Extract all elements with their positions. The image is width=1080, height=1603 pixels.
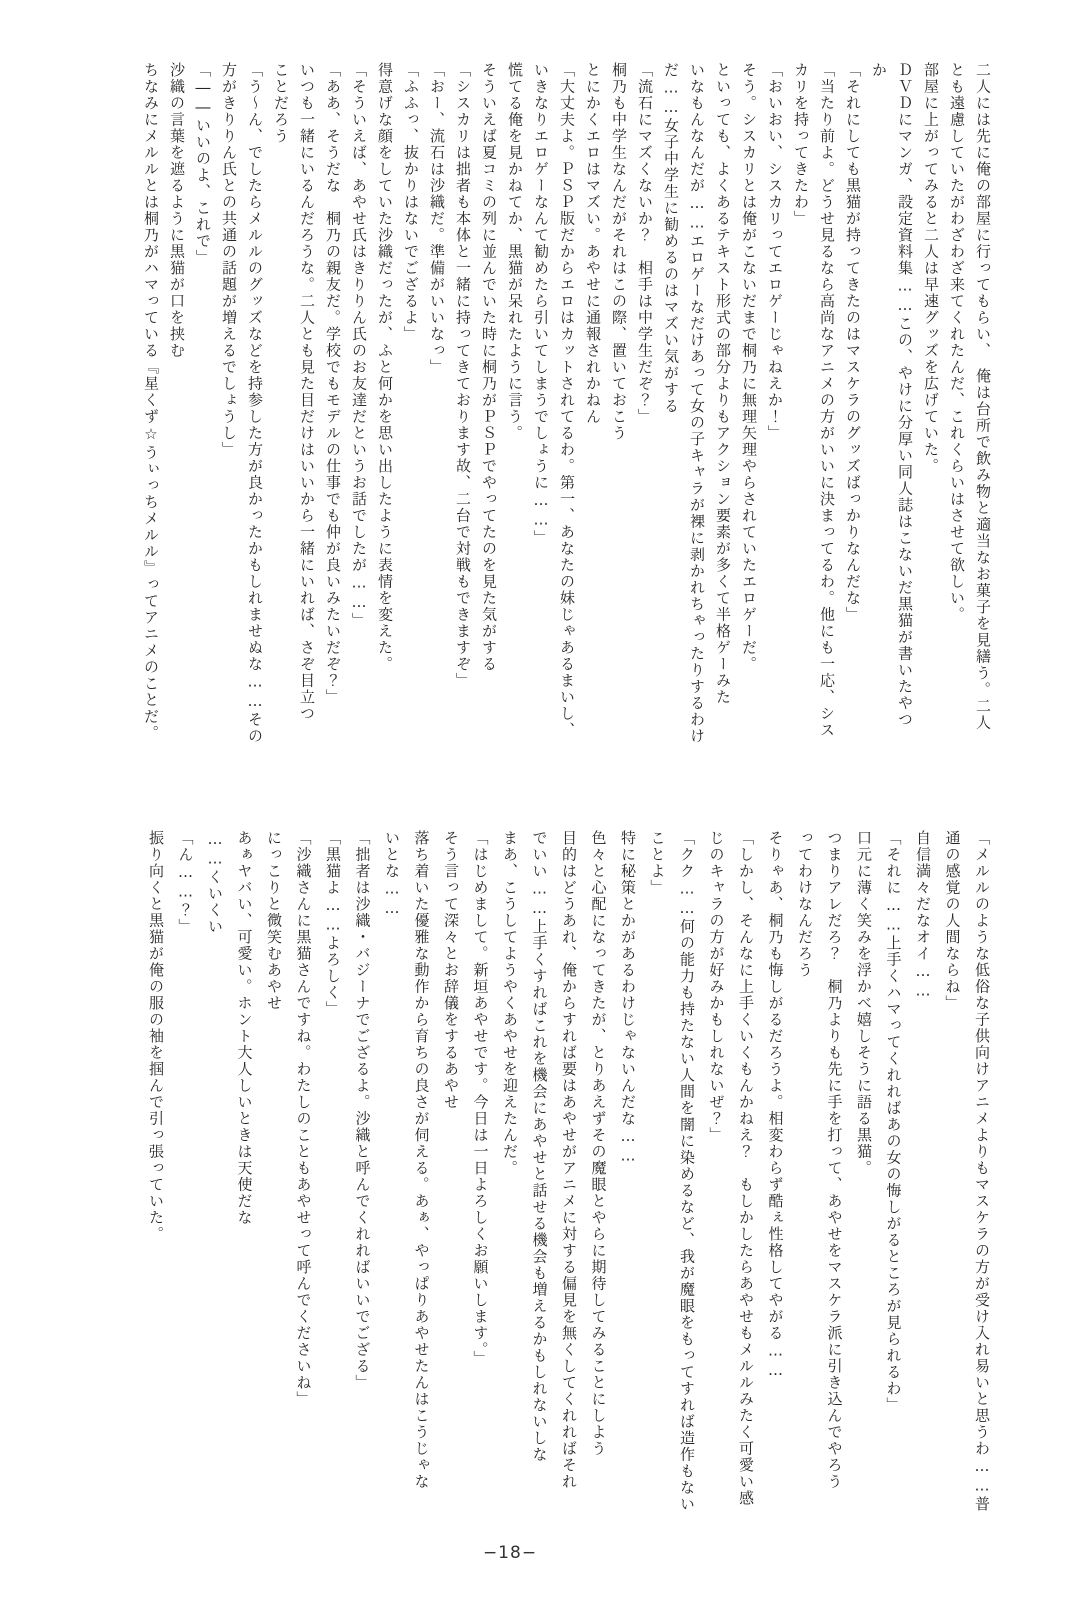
text-column: 「しかし、そんなに上手くいくもんかねえ？ もしかしたらあやせもメルルみたく可愛い感 — [737, 830, 755, 1507]
text-column: ってわけなんだろう — [796, 830, 814, 979]
text-column: 特に秘策とかがあるわけじゃないんだな…… — [619, 830, 637, 1166]
text-column: そう。シスカリとは俺がこないだまで桐乃に無理矢理やらされていたエロゲーだ。 — [740, 62, 758, 673]
text-column: 桐乃も中学生なんだがそれはこの際、置いておこう — [610, 62, 628, 442]
text-column: 「クク……何の能力も持たない人間を闇に染めるなど、我が魔眼をもってすれば造作もない — [678, 830, 696, 1513]
text-column: 「それに……上手くハマってくれればあの女の悔しがるところが見られるわ」 — [884, 830, 903, 1414]
text-column: ＤＶＤにマンガ、設定資料集……この、やけに分厚い同人誌はこないだ黒猫が書いたやつ — [896, 62, 914, 728]
text-column: あぁヤバい、可愛い。ホント大人しいときは天使だな — [235, 830, 254, 1226]
text-column: ことよ」 — [648, 830, 667, 896]
text-column: 通の感覚の人間ならね」 — [943, 830, 962, 1012]
text-column: 「当たり前よ。どうせ見るなら高尚なアニメの方がいいに決まってるわ。他にも一応、シス — [818, 62, 836, 739]
text-column: 「そういえば、あやせ氏はきりりん氏のお友達だというお話でしたが……」 — [350, 62, 368, 629]
text-column: ……くいくい — [206, 830, 224, 935]
text-column: 「ん……？」 — [176, 830, 195, 935]
text-column: カリを持ってきたわ」 — [792, 62, 810, 227]
text-column: か — [870, 62, 888, 79]
text-column: 振り向くと黒猫が俺の服の袖を掴んで引っ張っていた。 — [147, 830, 165, 1243]
text-column: 口元に薄く笑みを浮かべ嬉しそうに語る黒猫。 — [855, 830, 873, 1177]
text-column: とも遠慮していたがわざわざ来てくれたんだ、これくらいはさせて欲しい。 — [948, 62, 966, 623]
text-column: 「はじめまして。新垣あやせです。今日は一日よろしくお願いします。」 — [471, 830, 490, 1367]
text-column: 方がきりりん氏との共通の話題が増えるでしょうし」 — [220, 62, 238, 458]
text-column: 「沙織さんに黒猫さんですね。わたしのこともあやせって呼んでくださいね」 — [294, 830, 313, 1408]
text-column: 「おいおい、シスカリってエロゲーじゃねえか！」 — [766, 62, 784, 442]
text-column: ちなみにメルルとは桐乃がハマっている『星くず☆うぃっちメルル』ってアニメのことだ。 — [142, 62, 160, 742]
text-column: 「メルルのような低俗な子供向けアニメよりもマスケラの方が受け入れ易いと思うわ……普 — [973, 830, 991, 1513]
text-column: 「シスカリは拙者も本体と一緒に持ってきております故、二台で対戦もできますぞ」 — [454, 62, 472, 689]
text-column: 「おー、流石は沙織だ。準備がいいなっ」 — [428, 62, 446, 376]
text-column: ことだろう — [272, 62, 290, 145]
text-column: そう言って深々とお辞儀をするあやせ — [442, 830, 460, 1111]
text-column: そういえば夏コミの列に並んでいた時に桐乃がＰＳＰでやってたのを見た気がする — [480, 62, 498, 673]
text-column: いつも一緒にいるんだろうな。二人とも見た目だけはいいから一緒にいれば、さぞ目立つ — [298, 62, 316, 722]
page-number: −18− — [482, 1543, 538, 1563]
text-column: とにかくエロはマズい。あやせに通報されかねん — [584, 62, 602, 425]
text-column: 部屋に上がってみると二人は早速グッズを広げていた。 — [922, 62, 940, 475]
text-column: 慌てる俺を見かねてか、黒猫が呆れたように言う。 — [506, 62, 524, 442]
text-column: 「――いいのよ、これで」 — [194, 62, 212, 266]
text-column: 「拙者は沙織・バジーナでござるよ。沙織と呼んでくれればいいでござる」 — [353, 830, 372, 1391]
text-column: 色々と心配になってきたが、とりあえずその魔眼とやらに期待してみることにしよう — [589, 830, 608, 1457]
text-column: いなもんなんだが……エロゲーなだけあって女の子キャラが裸に剥かれちゃったりするわけ — [688, 62, 706, 745]
text-column: まあ、こうしてようやくあやせを迎えたんだ。 — [501, 830, 519, 1177]
text-column: だ……女子中学生に勧めるのはマズい気がする — [662, 62, 680, 415]
bottom-text-block — [141, 830, 997, 1530]
text-column: つまりアレだろ？ 桐乃よりも先に手を打って、あやせをマスケラ派に引き込んでやろう — [825, 830, 844, 1490]
text-column: そりゃあ、桐乃も悔しがるだろうよ。相変わらず酷ぇ性格してやがる…… — [766, 830, 785, 1381]
text-column: 自信満々だなオイ…… — [914, 830, 932, 1001]
text-column: 目的はどうあれ、俺からすれば要はあやせがアニメに対する偏見を無くしてくれればそれ — [560, 830, 578, 1490]
text-column: 「流石にマズくないか？ 相手は中学生だぞ？」 — [636, 62, 654, 425]
text-column: 「大丈夫よ。ＰＳＰ版だからエロはカットされてるわ。第一、あなたの妹じゃあるまいし、 — [558, 62, 576, 739]
text-column: 落ち着いた優雅な動作から育ちの良さが伺える。あぁ、やっぱりあやせたんはこうじゃな — [412, 830, 431, 1490]
text-column: にっこりと微笑むあやせ — [265, 830, 283, 1012]
text-column: いきなりエロゲーなんて勧めたら引いてしまうでしょうに……」 — [532, 62, 550, 547]
text-column: 「それにしても黒猫が持ってきたのはマスケラのグッズばっかりなんだな」 — [844, 62, 862, 623]
text-column: 「う〜ん、でしたらメルルのグッズなどを持参した方が良かったかもしれませぬな……その — [246, 62, 264, 745]
text-column: でいい……上手くすればこれを機会にあやせと話せる機会も増えるかもしれないしな — [530, 830, 549, 1463]
text-column: といっても、よくあるテキスト形式の部分よりもアクション要素が多くて半格ゲーみた — [714, 62, 732, 706]
text-column: いとな…… — [383, 830, 401, 919]
text-column: 「ふふっ、抜かりはないでござるよ」 — [402, 62, 420, 343]
text-column: 「ああ、そうだな 桐乃の親友だ。学校でもモデルの仕事でも仲が良いみたいだぞ？」 — [324, 62, 342, 706]
text-column: 沙織の言葉を遮るように黒猫が口を挟む — [168, 62, 186, 359]
text-column: じのキャラの方が好みかもしれないぜ？」 — [707, 830, 726, 1144]
text-column: 二人には先に俺の部屋に行ってもらい、 俺は台所で飲み物と適当なお菓子を見繕う。二人 — [974, 62, 992, 731]
text-column: 得意げな顔をしていた沙織だったが、ふと何かを思い出したように表情を変えた。 — [376, 62, 394, 673]
text-column: 「黒猫よ……よろしく」 — [324, 830, 342, 1018]
top-text-block — [138, 62, 996, 762]
